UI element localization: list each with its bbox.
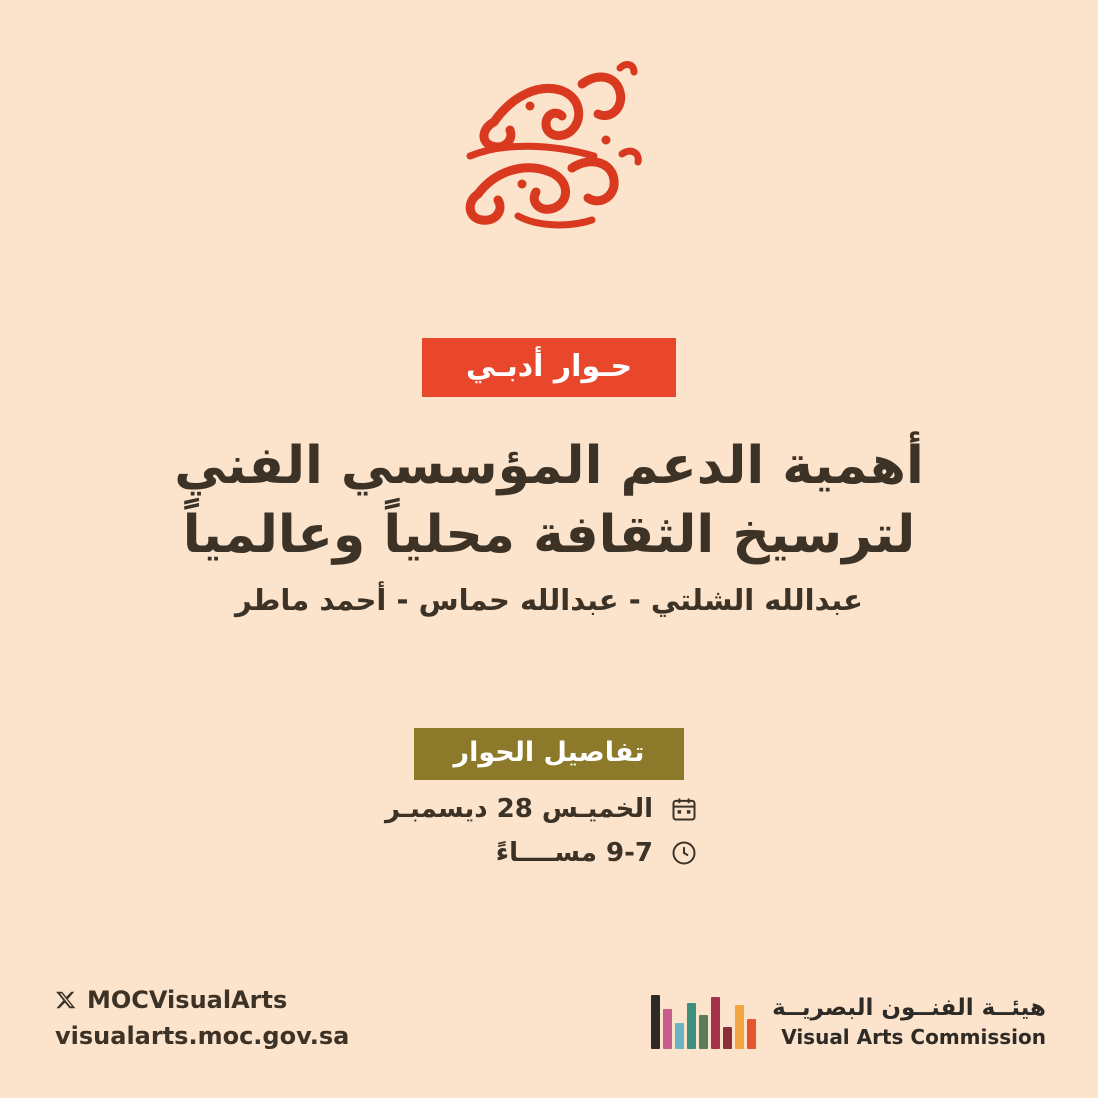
detail-row-time bbox=[399, 838, 699, 868]
title-block bbox=[0, 432, 1098, 617]
clock-icon bbox=[669, 838, 699, 868]
social-handle-row[interactable] bbox=[55, 986, 349, 1014]
details-badge: تفاصيل الحوار bbox=[414, 728, 685, 780]
commission-lockup bbox=[651, 994, 1046, 1050]
commission-name-arabic: هيئــة الفنــون البصريــة bbox=[772, 995, 1046, 1022]
details-badge-row bbox=[0, 728, 1098, 780]
afkari-watan-calligraphy-logo bbox=[434, 44, 664, 244]
social-handle-text: MOCVisualArts bbox=[87, 986, 288, 1014]
category-badge-row bbox=[0, 338, 1098, 397]
category-badge: حـوار أدبـي bbox=[422, 338, 676, 397]
detail-text-time: 9-7 مســــاءً bbox=[495, 838, 653, 868]
commission-name-english: Visual Arts Commission bbox=[781, 1025, 1046, 1049]
detail-row-date bbox=[384, 794, 699, 824]
title-line-1: أهمية الدعم المؤسسي الفني bbox=[174, 436, 924, 496]
commission-names bbox=[772, 994, 1046, 1050]
x-twitter-icon bbox=[55, 989, 77, 1011]
visual-arts-commission-bars-mark bbox=[651, 995, 756, 1049]
footer-social-block bbox=[55, 986, 349, 1050]
detail-text-date: الخميـس 28 ديسمبـر bbox=[384, 794, 653, 824]
details-list bbox=[0, 794, 1098, 868]
brand-logo bbox=[0, 44, 1098, 244]
title-line-2: لترسيخ الثقافة محلياً وعالمياً bbox=[182, 504, 916, 565]
speakers-line: عبدالله الشلتي - عبدالله حماس - أحمد ماطر bbox=[235, 583, 863, 618]
calendar-icon bbox=[669, 794, 699, 824]
website-url[interactable]: visualarts.moc.gov.sa bbox=[55, 1022, 350, 1050]
